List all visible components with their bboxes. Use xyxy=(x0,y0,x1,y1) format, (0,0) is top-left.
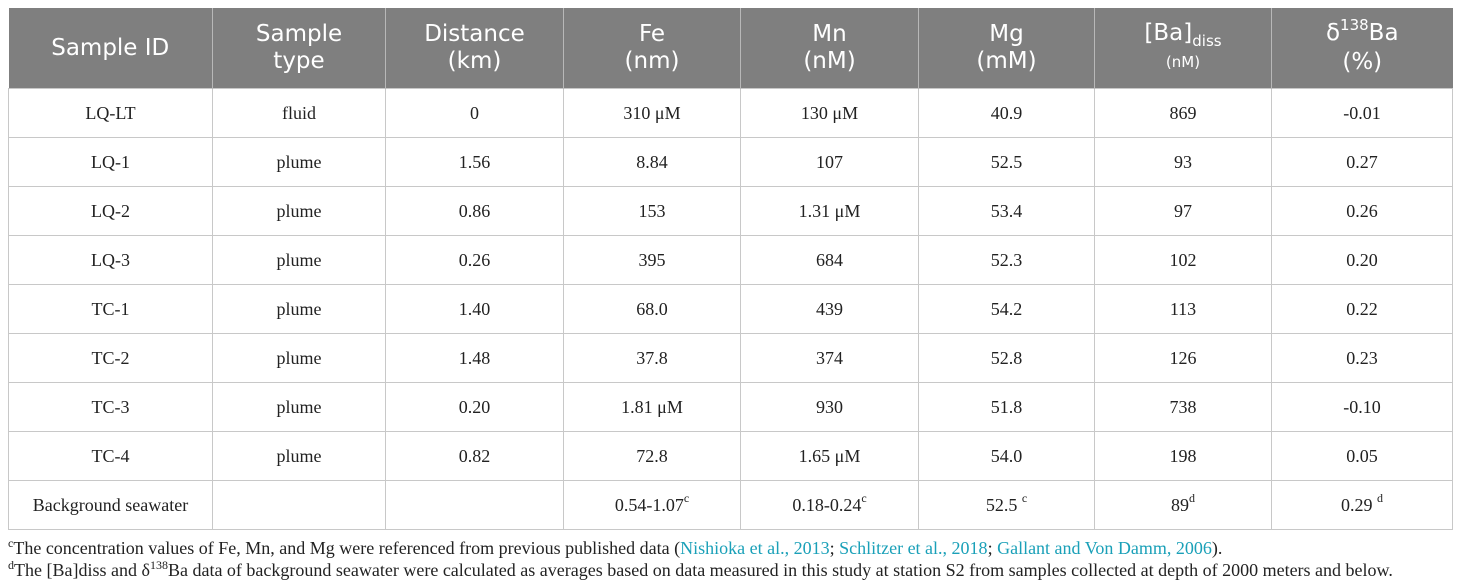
cell-sample-id: LQ-3 xyxy=(9,236,213,285)
cell-distance: 0.86 xyxy=(386,187,564,236)
table-row xyxy=(9,89,1453,138)
cell-mn: 107 xyxy=(741,138,919,187)
cell-mg: 52.5 $^c$ xyxy=(919,481,1095,530)
header-sample-type: Sample type xyxy=(213,8,386,89)
footnote-d: $^d$The [Ba]diss and $\delta^{138}Ba$ data of background seawater were calculated as averages based on data measured in this study at station S2 from samples collected at depth of 2000 meters and below. xyxy=(8,558,1393,580)
table-header xyxy=(9,8,1453,89)
header-ba-diss: $[Ba]_{diss}$ (nM) xyxy=(1095,8,1272,89)
cell-mn: 0.18-0.24$^c$ xyxy=(741,481,919,530)
cell-delta: 0.23 xyxy=(1272,334,1453,383)
cell-fe: 68.0 xyxy=(564,285,741,334)
cell-mn: 930 xyxy=(741,383,919,432)
cell-fe: 0.54-1.07$^c$ xyxy=(564,481,741,530)
cell-sample-type: plume xyxy=(213,285,386,334)
table-row-background xyxy=(9,481,1453,530)
cell-sample-id: TC-2 xyxy=(9,334,213,383)
cell-delta: 0.29 $^d$ xyxy=(1272,481,1453,530)
cell-fe: 310 μM xyxy=(564,89,741,138)
cell-sample-id: TC-1 xyxy=(9,285,213,334)
cell-mg: 54.0 xyxy=(919,432,1095,481)
cell-ba: 198 xyxy=(1095,432,1272,481)
cell-sample-type: plume xyxy=(213,138,386,187)
header-mn: Mn (nM) xyxy=(741,8,919,89)
header-sample-id: Sample ID xyxy=(9,8,213,89)
cell-delta: -0.01 xyxy=(1272,89,1453,138)
cell-fe: 153 xyxy=(564,187,741,236)
cell-delta: 0.05 xyxy=(1272,432,1453,481)
table-row xyxy=(9,236,1453,285)
cell-mg: 52.3 xyxy=(919,236,1095,285)
cell-sample-type: fluid xyxy=(213,89,386,138)
table-row xyxy=(9,187,1453,236)
cell-ba: 89$^d$ xyxy=(1095,481,1272,530)
cell-ba: 738 xyxy=(1095,383,1272,432)
cell-sample-type: plume xyxy=(213,383,386,432)
cell-ba: 102 xyxy=(1095,236,1272,285)
cell-mn: 684 xyxy=(741,236,919,285)
table-row xyxy=(9,432,1453,481)
table-row xyxy=(9,138,1453,187)
reference-link[interactable]: Schlitzer et al., 2018 xyxy=(839,538,988,558)
cell-distance xyxy=(386,481,564,530)
footnotes xyxy=(8,537,1452,581)
cell-ba: 869 xyxy=(1095,89,1272,138)
cell-mn: 1.31 μM xyxy=(741,187,919,236)
cell-mg: 51.8 xyxy=(919,383,1095,432)
cell-sample-id: LQ-1 xyxy=(9,138,213,187)
cell-fe: 1.81 μM xyxy=(564,383,741,432)
cell-distance: 0.26 xyxy=(386,236,564,285)
cell-mg: 52.8 xyxy=(919,334,1095,383)
cell-sample-type: plume xyxy=(213,432,386,481)
cell-sample-id: LQ-2 xyxy=(9,187,213,236)
cell-distance: 1.40 xyxy=(386,285,564,334)
header-fe: Fe (nm) xyxy=(564,8,741,89)
cell-distance: 1.48 xyxy=(386,334,564,383)
reference-link[interactable]: Nishioka et al., 2013 xyxy=(680,538,830,558)
cell-delta: 0.20 xyxy=(1272,236,1453,285)
cell-delta: 0.26 xyxy=(1272,187,1453,236)
cell-delta: 0.22 xyxy=(1272,285,1453,334)
table-body xyxy=(9,89,1453,530)
cell-ba: 97 xyxy=(1095,187,1272,236)
cell-fe: 72.8 xyxy=(564,432,741,481)
cell-sample-type: plume xyxy=(213,334,386,383)
cell-distance: 0.82 xyxy=(386,432,564,481)
cell-mg: 54.2 xyxy=(919,285,1095,334)
table-row xyxy=(9,383,1453,432)
header-mg: Mg (mM) xyxy=(919,8,1095,89)
cell-ba: 93 xyxy=(1095,138,1272,187)
header-delta-ba: $\delta^{138}Ba$ (%) xyxy=(1272,8,1453,89)
cell-mn: 439 xyxy=(741,285,919,334)
cell-sample-id: TC-3 xyxy=(9,383,213,432)
cell-sample-id: LQ-LT xyxy=(9,89,213,138)
cell-distance: 0.20 xyxy=(386,383,564,432)
cell-mn: 374 xyxy=(741,334,919,383)
cell-sample-type xyxy=(213,481,386,530)
cell-ba: 113 xyxy=(1095,285,1272,334)
cell-mg: 52.5 xyxy=(919,138,1095,187)
cell-distance: 1.56 xyxy=(386,138,564,187)
header-distance: Distance (km) xyxy=(386,8,564,89)
cell-fe: 37.8 xyxy=(564,334,741,383)
cell-fe: 395 xyxy=(564,236,741,285)
footnote-c: $^c$The concentration values of Fe, Mn, and Mg were referenced from previous published data (Nishioka et al., 2013; Schlitzer et al., 2018; Gallant and Von Damm, 2006). xyxy=(8,536,1223,558)
table-row xyxy=(9,285,1453,334)
cell-mg: 53.4 xyxy=(919,187,1095,236)
cell-mn: 1.65 μM xyxy=(741,432,919,481)
cell-delta: -0.10 xyxy=(1272,383,1453,432)
cell-ba: 126 xyxy=(1095,334,1272,383)
reference-link[interactable]: Gallant and Von Damm, 2006 xyxy=(997,538,1212,558)
cell-distance: 0 xyxy=(386,89,564,138)
cell-sample-type: plume xyxy=(213,187,386,236)
table-container xyxy=(8,8,1452,581)
cell-sample-type: plume xyxy=(213,236,386,285)
cell-mn: 130 μM xyxy=(741,89,919,138)
cell-delta: 0.27 xyxy=(1272,138,1453,187)
table-row xyxy=(9,334,1453,383)
cell-fe: 8.84 xyxy=(564,138,741,187)
cell-mg: 40.9 xyxy=(919,89,1095,138)
data-table xyxy=(8,8,1453,530)
cell-sample-id: TC-4 xyxy=(9,432,213,481)
cell-sample-id: Background seawater xyxy=(9,481,213,530)
